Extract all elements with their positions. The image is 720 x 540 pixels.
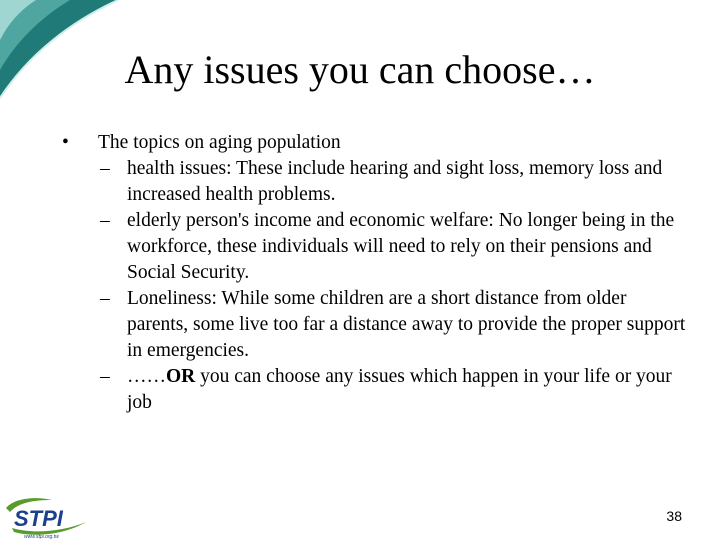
logo-wordmark: STPI (14, 506, 63, 531)
bullet-text: The topics on aging population (98, 132, 341, 153)
dash-marker: – (100, 288, 110, 309)
bullet-marker: • (62, 132, 69, 153)
page-number: 38 (666, 508, 682, 524)
slide-title: Any issues you can choose… (124, 47, 596, 92)
sub-bullet-text: elderly person's income and economic welfare: No longer being in the workforce, these individuals will need to rely on their pensions and Social Security. (127, 210, 675, 283)
sub-bullet-text-prefix: …… (127, 366, 166, 387)
sub-bullet-item (62, 156, 692, 208)
sub-bullet-text: Loneliness: While some children are a short distance from older parents, some live too far a distance away to provide the proper support in emergencies. (127, 288, 686, 361)
sub-bullet-item (62, 208, 692, 286)
sub-bullet-list (62, 156, 692, 416)
or-emphasis: OR (166, 366, 196, 387)
bullet-item (62, 130, 692, 156)
slide-content (62, 130, 692, 416)
sub-bullet-item (62, 286, 692, 364)
logo-url: www.stpi.org.tw (24, 534, 59, 540)
sub-bullet-item (62, 364, 692, 416)
sub-bullet-text: health issues: These include hearing and sight loss, memory loss and increased health problems. (127, 158, 663, 205)
dash-marker: – (100, 366, 110, 387)
dash-marker: – (100, 158, 110, 179)
dash-marker: – (100, 210, 110, 231)
sub-bullet-text-suffix: you can choose any issues which happen in your life or your job (127, 366, 672, 413)
stpi-logo (2, 494, 102, 540)
